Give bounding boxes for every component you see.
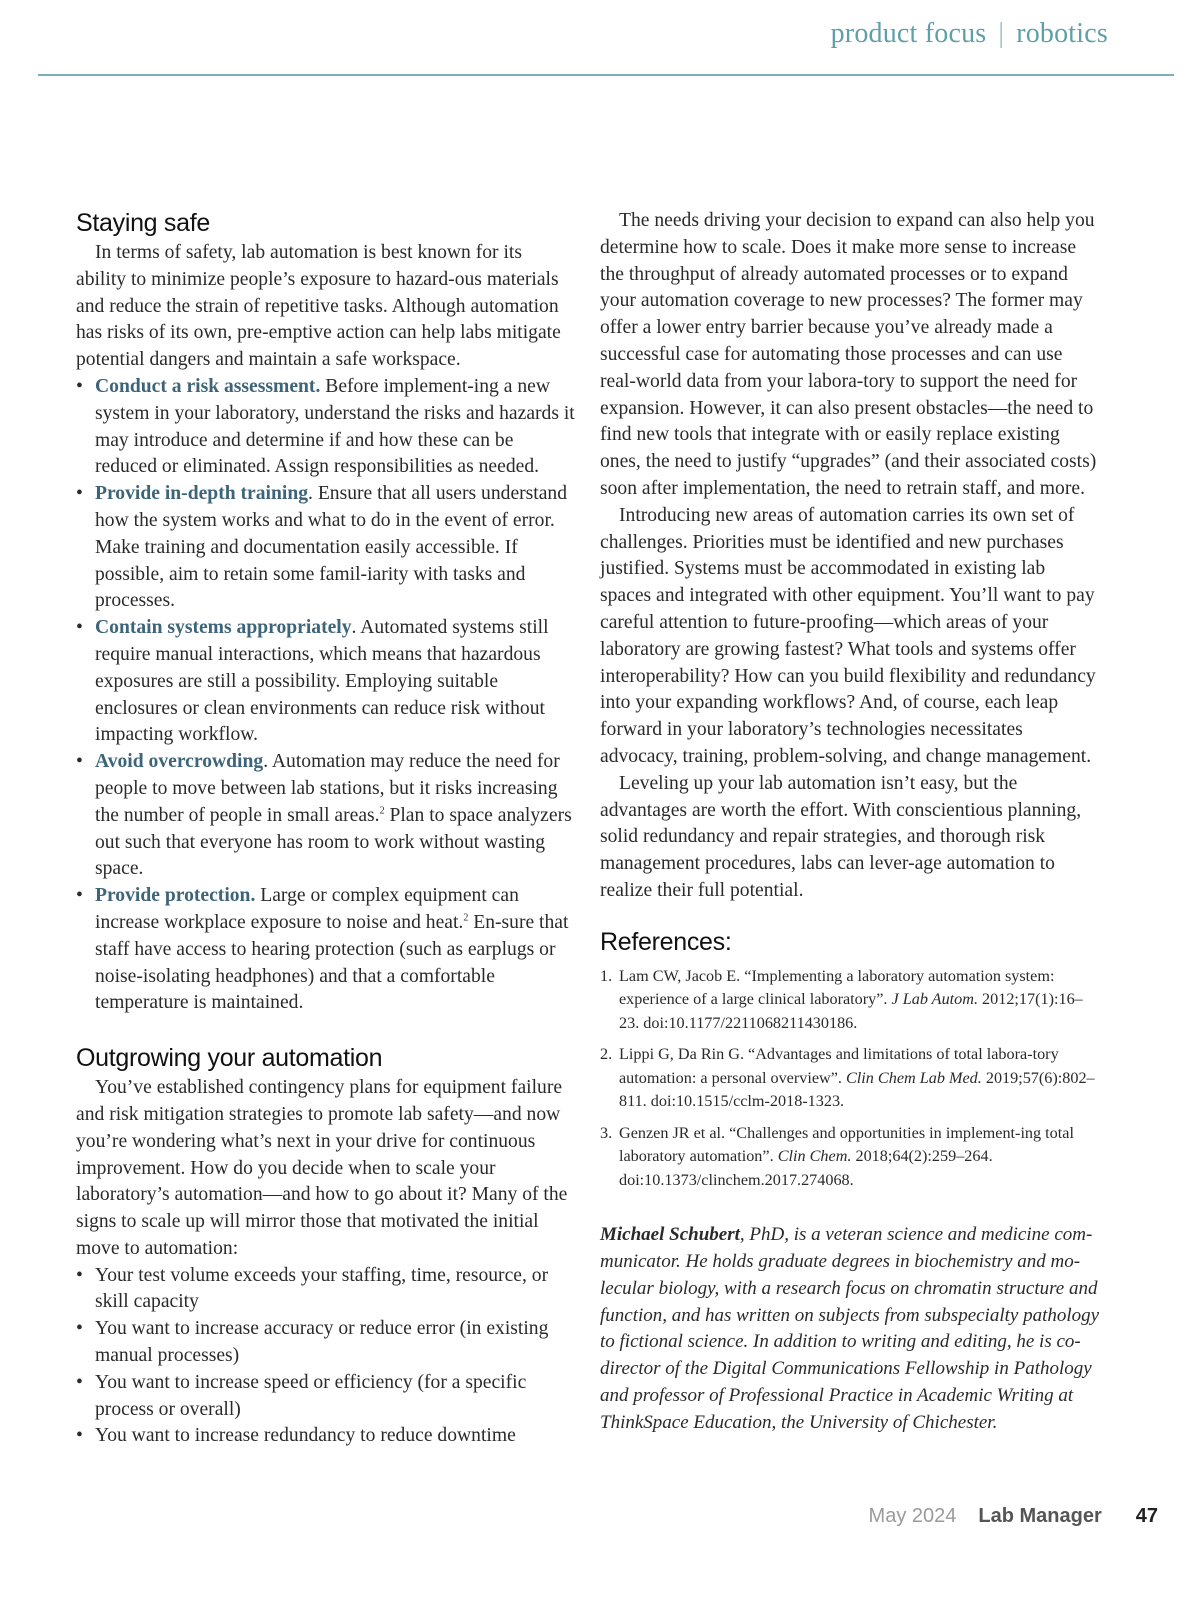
author-bio <box>600 1222 1100 1436</box>
item-text: Large or complex equipment can increase workplace exposure to noise and heat. <box>95 885 519 933</box>
header-rule <box>38 74 1174 76</box>
running-head <box>831 18 1108 50</box>
reference-journal: Clin Chem. <box>777 1147 852 1166</box>
item-lead: Provide protection. <box>95 885 256 907</box>
list-item <box>76 481 576 615</box>
bullet-icon: • <box>76 1318 83 1340</box>
issue-date: May 2024 <box>868 1505 957 1527</box>
reference-journal: J Lab Autom. <box>891 990 978 1009</box>
item-lead: Conduct a risk assessment. <box>95 375 321 397</box>
section-label: product focus <box>830 18 987 49</box>
item-text: You want to increase speed or efficiency (for a specific process or overall) <box>95 1371 527 1420</box>
reference-number: 3. <box>600 1123 613 1142</box>
item-text: . Automated systems still require manual interactions, which means that hazardous exposures are still a possibility. Employing suitable enclosures or clean environments can reduce risk without impacting workflow. <box>95 617 549 746</box>
item-text: Before implement-ing a new system in your laboratory, understand the risks and hazards it may introduce and determine if and how these can be reduced or eliminated. Assign responsibilities as needed. <box>95 375 575 478</box>
list-item <box>76 1423 576 1450</box>
reference-citation: 2012;17(1):16–23. doi:10.1177/2211068211430186. <box>619 990 1083 1032</box>
reference-citation: 2018;64(2):259–264. doi:10.1373/clinchem.2017.274068. <box>619 1147 993 1189</box>
item-lead: Avoid overcrowding <box>95 751 264 773</box>
list-item <box>76 1370 576 1424</box>
item-lead: Provide in-depth training <box>95 483 309 505</box>
body-paragraph: Introducing new areas of automation carries its own set of challenges. Priorities must be identified and new purchases justified. Systems must be accommodated in existing lab spaces and integrated with other equipment. You’ll want to pay careful attention to future-proofing—which areas of your laboratory are growing fastest? What tools and systems offer interoperability? How can you build flexibility and redundancy into your expanding workflows? And, of course, each leap forward in your laboratory’s technologies necessitates advocacy, training, problem-solving, and change management. <box>600 504 1096 767</box>
reference-text: Genzen JR et al. “Challenges and opportunities in implement-ing total laboratory automation”. <box>619 1123 1074 1166</box>
outgrowing-heading: Outgrowing your automation <box>76 1044 383 1073</box>
item-text: Your test volume exceeds your staffing, time, resource, or skill capacity <box>95 1264 549 1313</box>
staying-safe-heading: Staying safe <box>76 209 210 237</box>
item-lead: Contain systems appropriately <box>95 617 352 639</box>
list-item <box>76 615 576 749</box>
staying-safe-intro: In terms of safety, lab automation is best known for its ability to minimize people’s exposure to hazard-ous materials and reduce the strain of repetitive tasks. Although automation has risks of its own, pre-emptive action can help labs mitigate potential dangers and maintain a safe workspace. <box>76 242 561 371</box>
left-column <box>76 208 576 1450</box>
outgrowing-intro: You’ve established contingency plans for equipment failure and risk mitigation strategies to promote lab safety—and now you’re wondering what’s next in your drive for continuous improvement. How do you decide when to scale your laboratory’s automation—and how to go about it? Many of the signs to scale up will mirror those that motivated the initial move to automation: <box>76 1077 568 1259</box>
reference-item <box>600 1122 1100 1193</box>
bullet-icon: • <box>76 1264 83 1286</box>
page-number: 47 <box>1135 1505 1158 1527</box>
reference-number: 2. <box>600 1045 613 1064</box>
topic-label: robotics <box>1016 18 1108 49</box>
header-separator: | <box>998 18 1005 49</box>
list-item <box>76 374 576 481</box>
item-text: . Automation may reduce the need for people to move between lab stations, but it risks increasing the number of people in small areas. <box>95 751 560 826</box>
bullet-icon: • <box>76 885 83 907</box>
magazine-name: Lab Manager <box>978 1505 1102 1527</box>
author-bio-text: , PhD, is a veteran science and medicine com-municator. He holds graduate degrees in biochemistry and mo-lecular biology, with a research focus on chromatin structure and function, and has written on subjects from subspecialty pathology to fictional science. In addition to writing and editing, he is co-director of the Digital Communications Fellowship in Pathology and professor of Professional Practice in Academic Writing at ThinkSpace Education, the University of Chichester. <box>600 1224 1100 1433</box>
item-text: . Ensure that all users understand how the system works and what to do in the event of error. Make training and documentation easily accessible. If possible, aim to retain some famil-iarity with tasks and processes. <box>95 483 568 612</box>
reference-item <box>600 1043 1100 1114</box>
list-item <box>76 883 576 1017</box>
author-name: Michael Schubert <box>600 1224 740 1246</box>
body-paragraph: The needs driving your decision to expand can also help you determine how to scale. Does it make more sense to increase the throughput of already automated processes or to expand your automation coverage to new processes? The former may offer a lower entry barrier because you’ve already made a successful case for automating those processes and can use real-world data from your labora-tory to support the need for expansion. However, it can also present obstacles—the need to find new tools that integrate with or easily replace existing ones, the need to justify “upgrades” (and their associated costs) soon after implementation, the need to retrain staff, and more. <box>600 210 1097 499</box>
list-item <box>76 1263 576 1317</box>
reference-item <box>600 965 1100 1036</box>
right-column <box>600 208 1100 1437</box>
reference-text: Lippi G, Da Rin G. “Advantages and limitations of total labora-tory automation: a personal overview”. <box>619 1045 1059 1087</box>
reference-text: Lam CW, Jacob E. “Implementing a laboratory automation system: experience of a large clinical laboratory”. <box>619 966 1055 1009</box>
item-text: You want to increase redundancy to reduce downtime <box>95 1425 516 1447</box>
footnote-ref: 2 <box>379 805 385 817</box>
references-heading: References: <box>600 927 732 956</box>
signs-list <box>76 1263 576 1451</box>
bullet-icon: • <box>76 751 83 773</box>
item-text-cont: En-sure that staff have access to hearing protection (such as earplugs or noise-isolating headphones) and that a comfortable temperature is maintained. <box>95 911 569 1014</box>
reference-citation: 2019;57(6):802–811. doi:10.1515/cclm-2018-1323. <box>619 1068 1095 1111</box>
reference-journal: Clin Chem Lab Med. <box>846 1068 982 1087</box>
safety-list <box>76 374 576 1017</box>
bullet-icon: • <box>76 617 83 639</box>
bullet-icon: • <box>76 1371 83 1393</box>
bullet-icon: • <box>76 483 83 505</box>
page-footer <box>869 1505 1158 1528</box>
item-text: You want to increase accuracy or reduce error (in existing manual processes) <box>95 1318 549 1367</box>
list-item <box>76 1316 576 1370</box>
reference-number: 1. <box>600 966 613 985</box>
body-paragraph: Leveling up your lab automation isn’t easy, but the advantages are worth the effort. With conscientious planning, solid redundancy and repair strategies, and thorough risk management procedures, labs can lever-age automation to realize their full potential. <box>600 772 1082 901</box>
list-item <box>76 749 576 883</box>
references-list <box>600 965 1100 1193</box>
bullet-icon: • <box>76 375 83 397</box>
bullet-icon: • <box>76 1425 83 1447</box>
item-text-cont: Plan to space analyzers out such that everyone has room to work without wasting space. <box>95 804 572 880</box>
footnote-ref: 2 <box>463 912 469 924</box>
